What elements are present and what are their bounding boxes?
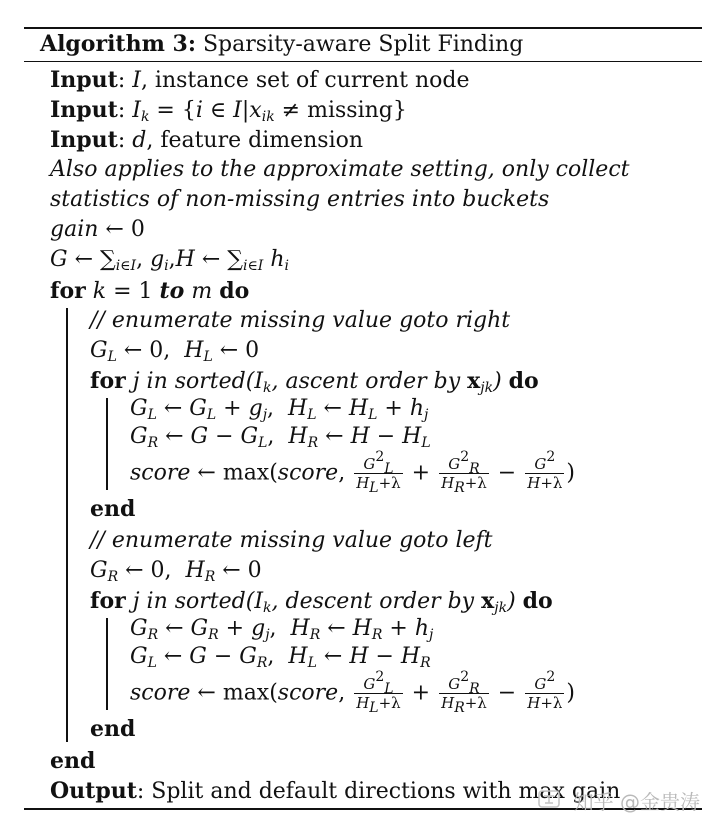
- kw-input: Input: [50, 67, 118, 93]
- line-reset-left: $G_L$ ← 0, $H_L$ ← 0: [90, 338, 260, 365]
- line-sums: G ← $\sum_{i\in I}$, $g_i,H$ ← $\sum_{i\in I}$ $h_i$: [50, 247, 289, 274]
- line-comment-1: Also applies to the approximate setting, only collect: [50, 157, 630, 182]
- line-input-1: Input: I, instance set of current node: [50, 67, 470, 93]
- zhihu-logo-icon: [538, 790, 560, 808]
- line-comment-left: // enumerate missing value goto left: [90, 528, 493, 553]
- kw-for: for: [50, 278, 86, 304]
- kw-input: Input: [50, 97, 118, 123]
- line-for-ascent: for j in $sorted(I_k$, ascent order by $x_{jk}$) do: [90, 368, 539, 396]
- block-bar-ascent: [106, 398, 108, 490]
- kw-end: end: [90, 496, 136, 522]
- block-bar-outer: [66, 308, 68, 742]
- algorithm-title: [40, 31, 523, 57]
- kw-to: to: [159, 278, 185, 304]
- line-gain-init: gain ← 0: [50, 217, 145, 242]
- line-score-1: score ← max(score, $\frac{G^2_L}{H_L+\lambda}$ + $\frac{G^2_R}{H_R+\lambda}$ − $\frac{G^2}{H+\lambda}$ ): [130, 449, 575, 496]
- line-input-2: Input: $I_k = \{i$ ∈ $I|x_{ik} \ne missing$}: [50, 97, 407, 125]
- line-update-right: $G_R$ ← $G_R + g_j$, $H_R$ ← $H_R + h_j$: [130, 616, 434, 643]
- line-compute-left: $G_L$ ← $G - G_R$, $H_L$ ← $H - H_R$: [130, 644, 431, 671]
- algorithm-name: Sparsity-aware Split Finding: [202, 32, 524, 57]
- kw-for: for: [90, 588, 126, 614]
- kw-output: Output: [50, 778, 137, 804]
- line-end-outer: [50, 748, 95, 775]
- line-end-ascent: [90, 496, 135, 523]
- line-for-descent: for j in $sorted(I_k$, descent order by $x_{jk}$) do: [90, 588, 553, 616]
- line-end-descent: [90, 716, 135, 743]
- kw-do: do: [508, 368, 539, 394]
- line-comment-right: // enumerate missing value goto right: [90, 308, 511, 333]
- line-output: Output: Split and default directions with max gain: [50, 778, 621, 804]
- line-for-k: for k = 1 to m do: [50, 278, 250, 304]
- block-bar-descent: [106, 618, 108, 710]
- kw-end: end: [90, 716, 136, 742]
- watermark: 知乎 @金贵涛: [573, 790, 700, 814]
- algorithm-label: Algorithm 3:: [40, 31, 196, 57]
- kw-input: Input: [50, 127, 118, 153]
- kw-do: do: [522, 588, 553, 614]
- top-rule: [24, 27, 702, 29]
- line-update-left: $G_L$ ← $G_L + g_j$, $H_L$ ← $H_L + h_j$: [130, 396, 429, 423]
- line-compute-right: $G_R$ ← $G - G_L$, $H_R$ ← $H - H_L$: [130, 424, 431, 451]
- kw-for: for: [90, 368, 126, 394]
- line-score-2: score ← max(score, $\frac{G^2_L}{H_L+\lambda}$ + $\frac{G^2_R}{H_R+\lambda}$ − $\frac{G^2}{H+\lambda}$ ): [130, 669, 575, 716]
- line-input-3: Input: d, feature dimension: [50, 127, 364, 153]
- line-reset-right: $G_R$ ← 0, $H_R$ ← 0: [90, 558, 262, 585]
- title-rule: [24, 61, 702, 62]
- kw-end: end: [50, 748, 96, 774]
- line-comment-2: statistics of non-missing entries into buckets: [50, 187, 550, 212]
- kw-do: do: [219, 278, 250, 304]
